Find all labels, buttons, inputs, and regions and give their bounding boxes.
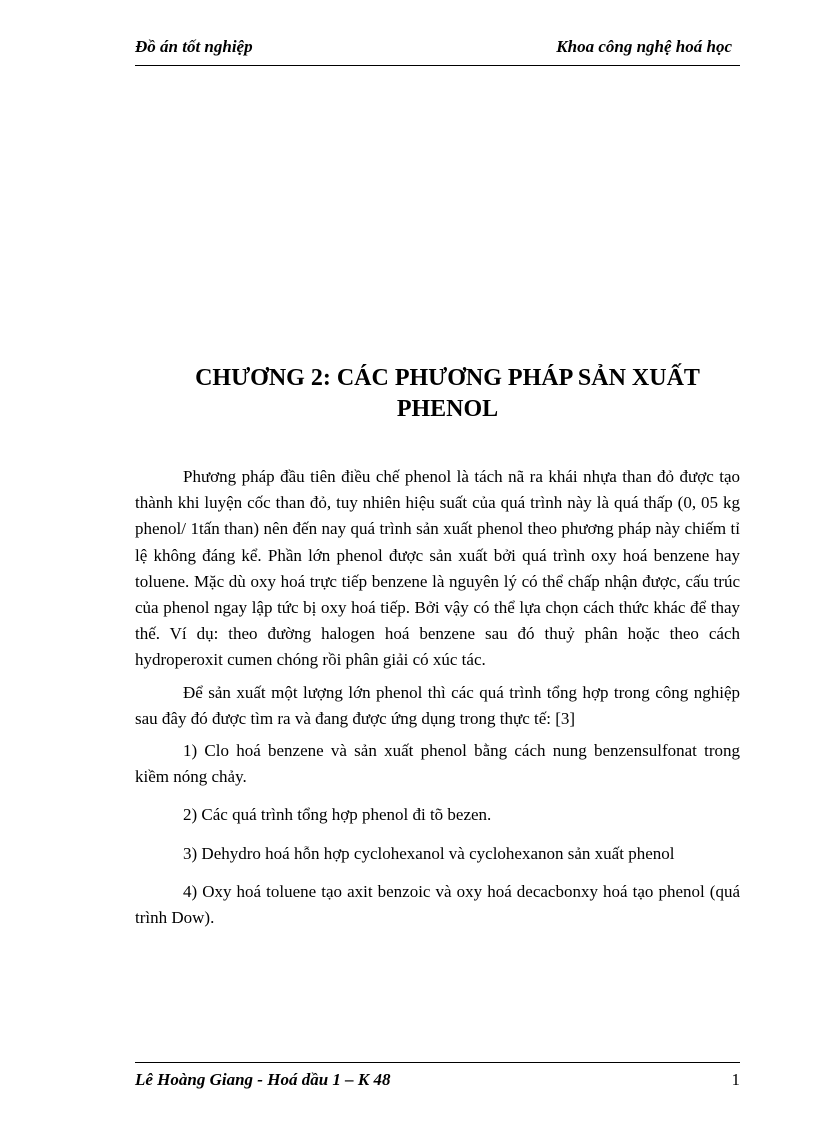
footer-author: Lê Hoàng Giang - Hoá dầu 1 – K 48 (135, 1070, 391, 1089)
chapter-title (135, 363, 740, 425)
chapter-title-line-1: CHƯƠNG 2: CÁC PHƯƠNG PHÁP SẢN XUẤT (195, 365, 700, 391)
chapter-title-line-2: PHENOL (396, 396, 499, 422)
list-item-method-4: 4) Oxy hoá toluene tạo axit benzoic và oxy hoá decacbonxy hoá tạo phenol (quá trình Dow). (135, 881, 740, 928)
page-number: 1 (731, 1070, 740, 1089)
page-header (135, 33, 740, 66)
body-text (135, 464, 740, 931)
paragraph-industrial-methods: Để sản xuất một lượng lớn phenol thì các quá trình tổng hợp trong công nghiệp sau đây đó được tìm ra và đang được ứng dụng trong thực tế: [3] (135, 682, 740, 728)
header-faculty: Khoa công nghệ hoá học (556, 37, 732, 56)
list-item-method-1: 1) Clo hoá benzene và sản xuất phenol bằng cách nung benzensulfonat trong kiềm nóng chảy. (135, 741, 740, 787)
list-item-method-2: 2) Các quá trình tổng hợp phenol đi tõ bezen. (183, 805, 492, 825)
page-footer (135, 1062, 740, 1093)
paragraph-intro: Phương pháp đầu tiên điều chế phenol là tách nã ra khái nhựa than đỏ được tạo thành khi luyện cốc than đỏ, tuy nhiên hiệu suất của quá trình này là quá thấp (0, 05 kg phenol/ 1tấn than) nên đến nay quá trình sản xuất phenol theo phương pháp này chiếm tỉ lệ không đáng kể. Phần lớn phenol được sản xuất bởi quá trình oxy hoá benzene hay toluene. Mặc dù oxy hoá trực tiếp benzene là nguyên lý có thể chấp nhận được, cấu trúc của phenol ngay lập tức bị oxy hoá tiếp. Bởi vậy có thể lựa chọn cách thức khác để thay thế. Ví dụ: theo đường halogen hoá benzene sau đó thuỷ phân hoặc theo cách hydroperoxit cumen chóng rồi phân giải có xúc tác. (135, 467, 740, 670)
list-item-method-3: 3) Dehydro hoá hỗn hợp cyclohexanol và cyclohexanon sản xuất phenol (183, 843, 675, 863)
header-document-type: Đồ án tốt nghiệp (135, 37, 253, 56)
